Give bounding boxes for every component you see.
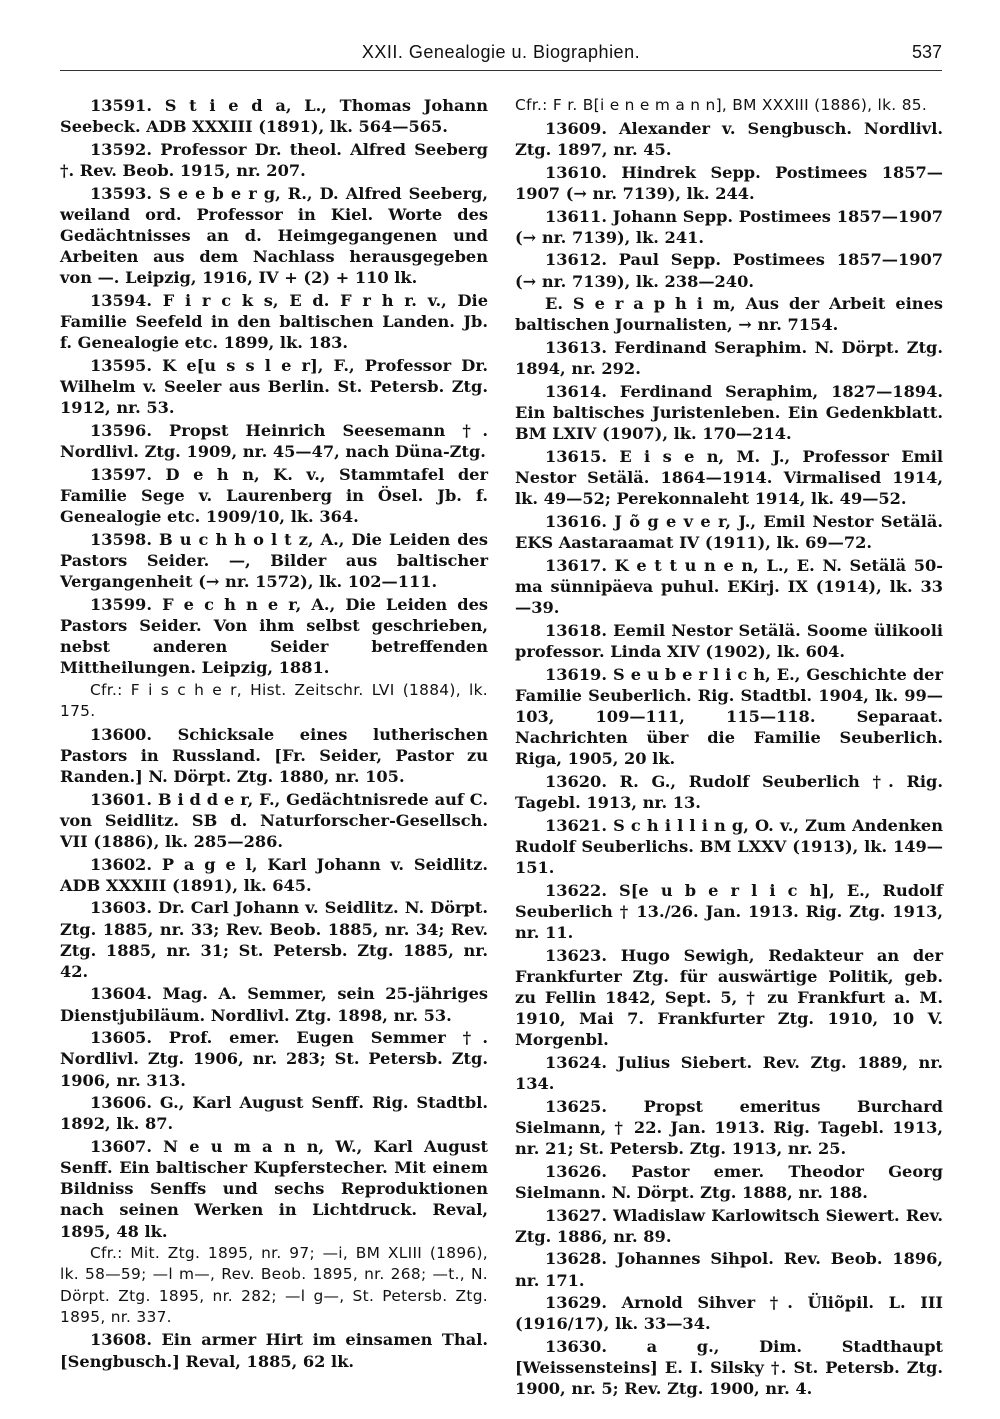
bibliography-entry: 13626. Pastor emer. Theodor Georg Sielmann. N. Dörpt. Ztg. 1888, nr. 188. (515, 1161, 943, 1202)
bibliography-entry: 13596. Propst Heinrich Seesemann †. Nordlivl. Ztg. 1909, nr. 45—47, nach Düna-Ztg. (60, 420, 488, 461)
bibliography-entry: 13615. E i s e n, M. J., Professor Emil Nestor Setälä. 1864—1914. Virmalised 1914, lk. 49—52; Perekonnaleht 1914, lk. 49—52. (515, 447, 943, 509)
bibliography-entry: 13605. Prof. emer. Eugen Semmer †. Nordlivl. Ztg. 1906, nr. 283; St. Petersb. Ztg. 1906, nr. 313. (60, 1028, 488, 1090)
bibliography-entry: 13604. Mag. A. Semmer, sein 25-jähriges Dienstjubiläum. Nordlivl. Ztg. 1898, nr. 53. (60, 984, 488, 1025)
bibliography-entry: 13595. K e[u s s l e r], F., Professor Dr. Wilhelm v. Seeler aus Berlin. St. Petersb. Ztg. 1912, nr. 53. (60, 355, 488, 418)
bibliography-entry: 13629. Arnold Sihver †. Üliõpil. L. III (1916/17), lk. 33—34. (515, 1293, 943, 1334)
bibliography-entry: 13598. B u c h h o l t z, A., Die Leiden des Pastors Seider. —, Bilder aus baltischer Vergangenheit (→ nr. 1572), lk. 102—111. (60, 529, 488, 591)
bibliography-entry: 13600. Schicksale eines lutherischen Pastors in Russland. [Fr. Seider, Pastor zu Randen.] N. Dörpt. Ztg. 1880, nr. 105. (60, 724, 488, 786)
bibliography-cross-reference: Cfr.: Mit. Ztg. 1895, nr. 97; —i, BM XLIII (1896), lk. 58—59; —l m—, Rev. Beob. 1895, nr. 268; —t., N. Dörpt. Ztg. 1895, nr. 282; —l g—, St. Petersb. Ztg. 1895, nr. 337. (60, 1244, 488, 1326)
bibliography-entry: 13611. Johann Sepp. Postimees 1857—1907 (→ nr. 7139), lk. 241. (515, 206, 943, 247)
bibliography-entry: 13607. N e u m a n n, W., Karl August Senff. Ein baltischer Kupferstecher. Mit einem Bildniss Senffs und sechs Reproduktionen nach seinen Werken in Lichtdruck. Reval, 1895, 48 lk. (60, 1137, 488, 1241)
bibliography-entry: 13616. J õ g e v e r, J., Emil Nestor Setälä. EKS Aastaraamat IV (1911), lk. 69—72. (515, 511, 943, 553)
bibliography-entry: 13627. Wladislaw Karlowitsch Siewert. Rev. Ztg. 1886, nr. 89. (515, 1205, 943, 1246)
bibliography-entry: 13608. Ein armer Hirt im einsamen Thal. [Sengbusch.] Reval, 1885, 62 lk. (60, 1330, 488, 1371)
bibliography-entry: 13613. Ferdinand Seraphim. N. Dörpt. Ztg. 1894, nr. 292. (515, 338, 943, 379)
bibliography-entry: 13619. S e u b e r l i c h, E., Geschichte der Familie Seuberlich. Rig. Stadtbl. 1904, lk. 99—103, 109—111, 115—118. Separaat. Nachrichten über die Familie Seuberlich. Riga, 1905, 20 lk. (515, 664, 943, 769)
bibliography-entry: E. S e r a p h i m, Aus der Arbeit eines baltischen Journalisten, → nr. 7154. (515, 294, 943, 335)
bibliography-entry: 13599. F e c h n e r, A., Die Leiden des Pastors Seider. Von ihm selbst geschrieben, nebst anderen Seider betreffenden Mittheilungen. Leipzig, 1881. (60, 594, 488, 677)
bibliography-entry: 13592. Professor Dr. theol. Alfred Seeberg †. Rev. Beob. 1915, nr. 207. (60, 139, 488, 180)
bibliography-entry: 13612. Paul Sepp. Postimees 1857—1907 (→ nr. 7139), lk. 238—240. (515, 250, 943, 291)
bibliography-entry: 13620. R. G., Rudolf Seuberlich †. Rig. Tagebl. 1913, nr. 13. (515, 771, 943, 812)
bibliography-entry: 13624. Julius Siebert. Rev. Ztg. 1889, nr. 134. (515, 1052, 943, 1093)
bibliography-entry: 13594. F i r c k s, E d. F r h r. v., Die Familie Seefeld in den baltischen Landen. Jb. f. Genealogie etc. 1899, lk. 183. (60, 290, 488, 353)
bibliography-cross-reference: Cfr.: F i s c h e r, Hist. Zeitschr. LVI (1884), lk. 175. (60, 680, 488, 720)
bibliography-entry: 13621. S c h i l l i n g, O. v., Zum Andenken Rudolf Seuberlichs. BM LXXV (1913), lk. 149—151. (515, 815, 943, 877)
right-column (515, 95, 943, 1401)
bibliography-entry: 13630. a g., Dim. Stadthaupt [Weissensteins] E. I. Silsky †. St. Petersb. Ztg. 1900, nr. 5; Rev. Ztg. 1900, nr. 4. (515, 1337, 943, 1399)
bibliography-entry: 13606. G., Karl August Senff. Rig. Stadtbl. 1892, lk. 87. (60, 1093, 488, 1134)
bibliography-entry: 13614. Ferdinand Seraphim, 1827—1894. Ein baltisches Juristenleben. Ein Gedenkblatt. BM LXIV (1907), lk. 170—214. (515, 382, 943, 444)
bibliography-entry: 13625. Propst emeritus Burchard Sielmann, † 22. Jan. 1913. Rig. Tagebl. 1913, nr. 21; St. Petersb. Ztg. 1913, nr. 25. (515, 1096, 943, 1158)
bibliography-entry: 13609. Alexander v. Sengbusch. Nordlivl. Ztg. 1897, nr. 45. (515, 118, 943, 159)
bibliography-entry: 13623. Hugo Sewigh, Redakteur an der Frankfurter Ztg. für auswärtige Politik, geb. zu Fellin 1842, Sept. 5, † zu Frankfurt a. M. 1910, Mai 7. Frankfurter Ztg. 1910, 10 V. Morgenbl. (515, 945, 943, 1050)
bibliography-entry: 13628. Johannes Sihpol. Rev. Beob. 1896, nr. 171. (515, 1249, 943, 1290)
left-column (60, 95, 488, 1373)
page-number: 537 (911, 42, 942, 62)
bibliography-entry: 13618. Eemil Nestor Setälä. Soome ülikooli professor. Linda XIV (1902), lk. 604. (515, 620, 943, 661)
running-header (60, 40, 942, 71)
bibliography-entry: 13597. D e h n, K. v., Stammtafel der Familie Sege v. Laurenberg in Ösel. Jb. f. Genealogie etc. 1909/10, lk. 364. (60, 464, 488, 526)
bibliography-entry: 13602. P a g e l, Karl Johann v. Seidlitz. ADB XXXIII (1891), lk. 645. (60, 854, 488, 895)
bibliography-entry: 13610. Hindrek Sepp. Postimees 1857—1907 (→ nr. 7139), lk. 244. (515, 162, 943, 203)
bibliography-cross-reference: Cfr.: F r. B[i e n e m a n n], BM XXXIII (1886), lk. 85. (515, 96, 928, 114)
bibliography-entry: 13603. Dr. Carl Johann v. Seidlitz. N. Dörpt. Ztg. 1885, nr. 33; Rev. Beob. 1885, nr. 34; Rev. Ztg. 1885, nr. 31; St. Petersb. Ztg. 1885, nr. 42. (60, 898, 488, 981)
bibliography-entry: 13622. S[e u b e r l i c h], E., Rudolf Seuberlich † 13./26. Jan. 1913. Rig. Ztg. 1913, nr. 11. (515, 880, 943, 942)
bibliography-entry: 13593. S e e b e r g, R., D. Alfred Seeberg, weiland ord. Professor in Kiel. Worte des Gedächtnisses an d. Heimgegangenen und Arbeiten aus dem Nachlass herausgegeben von —. Leipzig, 1916, IV + (2) + 110 lk. (60, 183, 488, 288)
bibliography-entry: 13591. S t i e d a, L., Thomas Johann Seebeck. ADB XXXIII (1891), lk. 564—565. (60, 96, 488, 137)
bibliography-entry: 13617. K e t t u n e n, L., E. N. Setälä 50-ma sünnipäeva puhul. EKirj. IX (1914), lk. 33—39. (515, 555, 943, 618)
section-title: XXII. Genealogie u. Biographien. (361, 42, 641, 62)
bibliography-entry: 13601. B i d d e r, F., Gedächtnisrede auf C. von Seidlitz. SB d. Naturforscher-Gesellsch. VII (1886), lk. 285—286. (60, 789, 488, 851)
